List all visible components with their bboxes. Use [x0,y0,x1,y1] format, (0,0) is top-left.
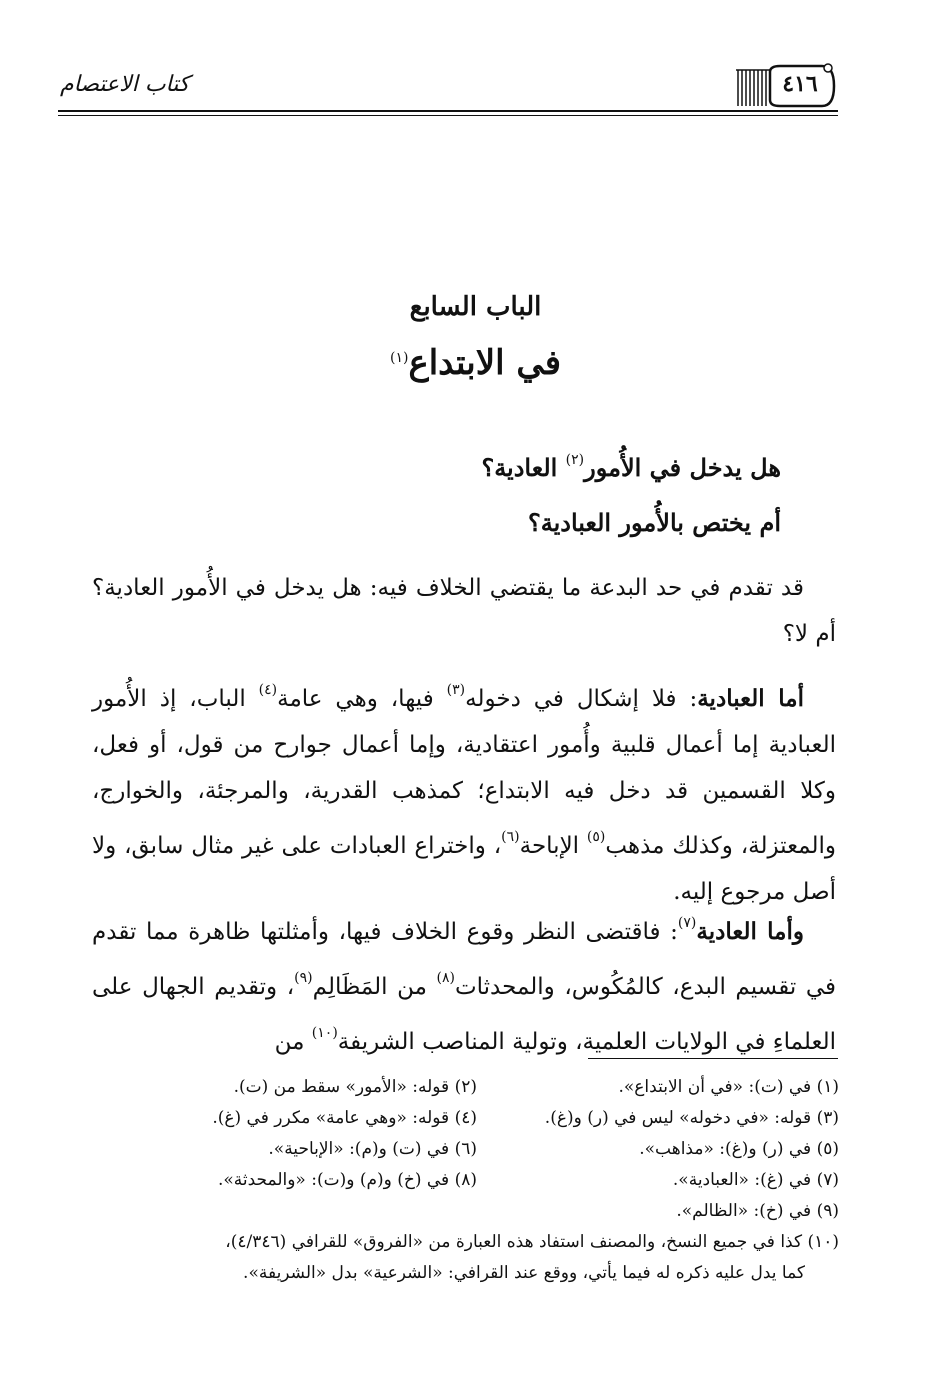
paragraph-worship [92,667,836,915]
text-run: من المَظَالِم [312,974,437,1000]
text-run: : فلا إشكال في دخوله [465,686,698,712]
paragraph-lead: وأما العادية [696,918,804,945]
footnote-ref: (٤) [258,682,278,698]
text-run: فيها، وهي عامة [277,686,447,712]
text-run: من [274,1029,312,1055]
footnote-ref: (١) [389,350,409,366]
header-rule [58,110,838,112]
footnote-10-continuation: كما يدل عليه ذكره له فيما يأتي، ووقع عند القرافي: «الشرعية» بدل «الشريفة». [243,1263,805,1283]
text-run: الباب، إذ الأُمور العبادية إما أعمال قلبية وأُمور اعتقادية، وإما أعمال جوارح من قول، أو فعل، وكلا القسمين قد دخل فيه الابتداع؛ كمذهب القدرية، والمرجئة، والخوارج، والمعتزلة، وكذلك مذهب [92,686,836,859]
footnote-2: (٢) قوله: «الأمور» سقط من (ت). [233,1077,477,1097]
question-1-part-b: العادية؟ [481,453,566,482]
footnote-8: (٨) في (خ) و(م) و(ت): «والمحدثة». [217,1170,477,1190]
footnote-ref: (٨) [436,970,455,986]
footnote-9: (٩) في (خ): «الظالم». [676,1201,839,1221]
footnote-row [115,1196,839,1227]
text-run: ، وتقديم الجهال على العلماءِ في الولايات العلمية، وتولية المناصب الشريفة [92,974,836,1055]
footnote-10: (١٠) كذا في جميع النسخ، والمصنف استفاد هذه العبارة من «الفروق» للقرافي (٤/٣٤٦)، [225,1232,839,1252]
footnote-ref: (٦) [501,829,520,845]
paragraph-customs [92,900,836,1065]
footnote-7: (٧) في (غ): «العبادية». [672,1170,839,1190]
paragraph-text [92,667,836,915]
text-run: : فاقتضى النظر وقوع الخلاف فيها، وأمثلتها ظاهرة مما تقدم في تقسيم البدع، كالمُكُوس، والمحدثات [92,919,836,1000]
footnote-4: (٤) قوله: «وهي عامة» مكرر في (غ). [212,1108,477,1128]
question-heading-2: أم يختص بالأُمور العبادية؟ [527,508,781,537]
footnote-ref: (٥) [586,829,606,845]
text-run: ، واختراع العبادات على غير مثال سابق، ولا أصل مرجوع إليه. [92,833,836,905]
footnote-ref: (٩) [294,970,313,986]
footnote-5: (٥) في (ر) و(غ): «مذاهب». [639,1139,839,1159]
footnote-ref: (٢) [565,452,585,468]
footnote-separator [588,1058,838,1059]
footnote-ref: (٣) [446,682,466,698]
paragraph-intro [92,565,836,657]
paragraph-lead: أما العبادية [697,685,804,712]
paragraph-text [92,900,836,1065]
footnote-row [115,1165,839,1196]
question-heading-1 [481,452,781,482]
running-header-title: كتاب الاعتصام [60,72,190,97]
page-number-ornament [736,62,836,108]
chapter-subtitle-text: في الابتداع [408,343,562,383]
footnote-3: (٣) قوله: «في دخوله» ليس في (ر) و(غ). [544,1108,839,1128]
chapter-subtitle [0,343,951,383]
chapter-title: الباب السابع [409,292,542,322]
text-run: الإباحة [519,833,587,859]
paragraph-text: قد تقدم في حد البدعة ما يقتضي الخلاف فيه: هل يدخل في الأُمور العادية؟ أم لا؟ [92,575,836,647]
footnote-1: (١) في (ت): «في أن الابتداع». [618,1077,839,1097]
footnote-ref: (٧) [677,915,697,931]
footnote-row [115,1134,839,1165]
footnote-ref: (١٠) [311,1025,338,1041]
footnote-6: (٦) في (ت) و(م): «الإباحية». [268,1139,477,1159]
footnote-row [115,1072,839,1103]
footnotes [115,1072,839,1289]
page-number: ٤١٦ [782,71,818,97]
footnote-row [115,1103,839,1134]
question-1-part-a: هل يدخل في الأُمور [584,453,781,482]
header-rule-thin [58,115,838,116]
